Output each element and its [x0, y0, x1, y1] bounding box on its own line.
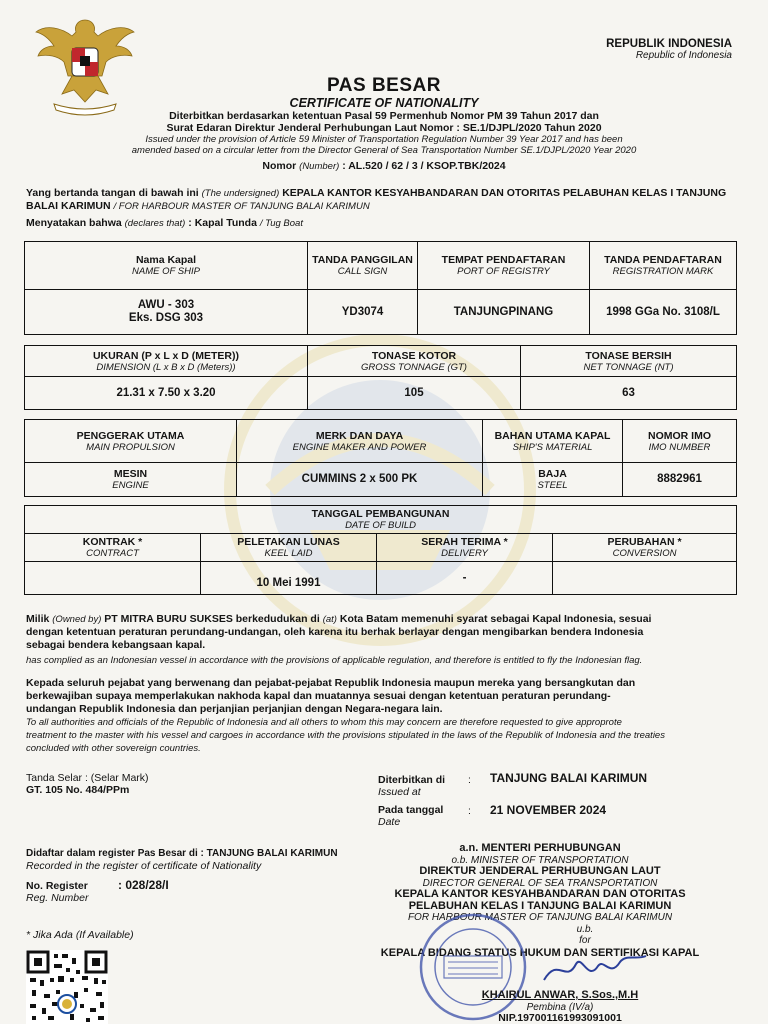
legal-basis-line1: Diterbitkan berdasarkan ketentuan Pasal 59 Permenhub Nomor PM 39 Tahun 2017 dan: [169, 110, 599, 122]
header-cell: TANDA PENDAFTARAN REGISTRATION MARK: [590, 242, 737, 290]
selar-mark-value: GT. 105 No. 484/PPm: [26, 784, 130, 796]
delivery-cell: -: [377, 562, 553, 595]
header-cell: MERK DAN DAYA ENGINE MAKER AND POWER: [237, 420, 483, 463]
gross-tonnage-cell: 105: [308, 377, 521, 410]
signatory-division: KEPALA BIDANG STATUS HUKUM DAN SERTIFIKASI KAPAL: [380, 946, 700, 959]
ship-identity-table: [24, 241, 737, 335]
ship-type: : Kapal Tunda: [188, 217, 257, 229]
net-tonnage-cell: 63: [521, 377, 737, 410]
owner-name: PT MITRA BURU SUKSES berkedudukan di: [104, 613, 320, 625]
legal-basis-en-line2: amended based on a circular letter from the Director General of Sea Transportation Number SE.1/DJPL/2020 Year 2020: [131, 145, 637, 156]
document-subtitle: CERTIFICATE OF NATIONALITY: [289, 96, 479, 110]
call-sign-cell: YD3074: [308, 290, 418, 335]
tonnage-table: [24, 345, 737, 410]
port-of-registry-cell: TANJUNGPINANG: [418, 290, 590, 335]
header-cell: TEMPAT PENDAFTARAN PORT OF REGISTRY: [418, 242, 590, 290]
imo-number-cell: 8882961: [623, 463, 737, 497]
header-cell: SERAH TERIMA * DELIVERY: [377, 534, 553, 562]
header-cell: BAHAN UTAMA KAPAL SHIP'S MATERIAL: [483, 420, 623, 463]
main-propulsion-cell: MESIN ENGINE: [25, 463, 237, 497]
country-header: [606, 38, 732, 61]
issue-date-value: 21 NOVEMBER 2024: [490, 803, 607, 817]
header-cell: PELETAKAN LUNAS KEEL LAID: [201, 534, 377, 562]
country-name: REPUBLIK INDONESIA: [606, 38, 732, 50]
qr-code-icon: [26, 950, 108, 1024]
contract-cell: [25, 562, 201, 595]
request-statement: Kepada seluruh pejabat yang berwenang dan pejabat-pejabat Republik Indonesia maupun mereka yang bersangkutan dan berkewajiban supaya memperlakukan nakhoda kapal dan muatannya sesuai dengan ketentuan peraturan perundang- undangan Republik Indonesia dan perjanjian perjanjian dengan Negara-negara lain. To all authorities and officials of the Republic of Indonesia and all others to whom this may concern are therefore requested to give approprote treatment to the master with his vessel and cargoes in accordance with the provisions stipulated in the laws of the Republik of Indonesia and the treaties concluded with other sovereign countries.: [26, 677, 665, 754]
owner-statement: Milik (Owned by) PT MITRA BURU SUKSES berkedudukan di (at) Kota Batam memenuhi syarat sebagai Kapal Indonesia, sesuai dengan ketentuan peraturan perundang-undangan, oleh karena itu berhak berlayar dengan mengibarkan bendera Indonesia sebagai bendera kebangsaan kapal. has complied as an Indonesian vessel in accordance with the provisions of applicable regulation, and therefore is entitled to fly the Indonesian flag.: [26, 613, 652, 666]
registration-mark-cell: 1998 GGa No. 3108/L: [590, 290, 737, 335]
build-date-title: TANGGAL PEMBANGUNAN DATE OF BUILD: [25, 506, 737, 534]
signature-icon: [540, 950, 650, 990]
signatory-name-block: KHAIRUL ANWAR, S.Sos.,M.H Pembina (IV/a) NIP.197001161993091001: [420, 990, 700, 1024]
ship-name-cell: AWU - 303 Eks. DSG 303: [25, 290, 308, 335]
issued-at-value: TANJUNG BALAI KARIMUN: [490, 771, 648, 785]
header-cell: PENGGERAK UTAMA MAIN PROPULSION: [25, 420, 237, 463]
signatory-nip: NIP.197001161993091001: [498, 1012, 622, 1024]
header-cell: NOMOR IMO IMO NUMBER: [623, 420, 737, 463]
propulsion-table: [24, 419, 737, 497]
legal-basis-en-line1: Issued under the provision of Article 59 Minister of Transportation Regulation Number 39 Year 2017 and has been: [145, 134, 623, 145]
document-title: PAS BESAR: [327, 75, 441, 96]
header-cell: TANDA PANGGILAN CALL SIGN: [308, 242, 418, 290]
register-number-value: : 028/28/I: [118, 878, 169, 892]
dimension-cell: 21.31 x 7.50 x 3.20: [25, 377, 308, 410]
country-name-en: Republic of Indonesia: [635, 50, 732, 61]
header-cell: UKURAN (P x L x D (METER)) DIMENSION (L x B x D (Meters)): [25, 346, 308, 377]
build-date-table: [24, 505, 737, 595]
issue-date: Pada tanggal Date: [378, 804, 444, 828]
header-cell: PERUBAHAN * CONVERSION: [553, 534, 737, 562]
title-block: [0, 76, 768, 172]
ship-material-cell: BAJA STEEL: [483, 463, 623, 497]
footnote: * Jika Ada (If Available): [26, 929, 134, 941]
document-number-value: : AL.520 / 62 / 3 / KSOP.TBK/2024: [342, 160, 506, 172]
signatory-block: a.n. MENTERI PERHUBUNGAN o.b. MINISTER OF TRANSPORTATION DIREKTUR JENDERAL PERHUBUNGAN LAUT DIRECTOR GENERAL OF SEA TRANSPORTATION KEPALA KANTOR KESYAHBANDARAN DAN OTORITAS PELABUHAN KELAS I TANJUNG BALAI KARIMUN FOR HARBOUR MASTER OF TANJUNG BALAI KARIMUN u.b. for KEPALA BIDANG STATUS HUKUM DAN SERTIFIKASI KAPAL: [360, 843, 720, 959]
keel-laid-cell: 10 Mei 1991: [201, 562, 377, 595]
undersigned-statement: Yang bertanda tangan di bawah ini (The undersigned) KEPALA KANTOR KESYAHBANDARAN DAN OTORITAS PELABUHAN KELAS I TANJUNG BALAI KARIMUN / FOR HARBOUR MASTER OF TANJUNG BALAI KARIMUN: [26, 187, 727, 212]
issuing-authority: KEPALA KANTOR KESYAHBANDARAN DAN OTORITAS PELABUHAN KELAS I TANJUNG BALAI KARIMUN: [26, 187, 727, 212]
register-location: Didaftar dalam register Pas Besar di : TANJUNG BALAI KARIMUN Recorded in the register of certificate of Nationality: [26, 848, 338, 872]
header-cell: TONASE KOTOR GROSS TONNAGE (GT): [308, 346, 521, 377]
declares-statement: Menyatakan bahwa (declares that) : Kapal Tunda / Tug Boat: [26, 217, 303, 229]
legal-basis-line2: Surat Edaran Direktur Jenderal Perhubungan Laut Nomor : SE.1/DJPL/2020 Tahun 2020: [166, 122, 602, 134]
selar-mark: Tanda Selar : (Selar Mark) GT. 105 No. 484/PPm: [26, 772, 149, 796]
document-number: Nomor (Number) : AL.520 / 62 / 3 / KSOP.TBK/2024: [262, 160, 506, 172]
header-cell: KONTRAK * CONTRACT: [25, 534, 201, 562]
conversion-cell: [553, 562, 737, 595]
header-cell: TONASE BERSIH NET TONNAGE (NT): [521, 346, 737, 377]
issued-at: Diterbitkan di Issued at: [378, 774, 446, 798]
header-cell: Nama Kapal NAME OF SHIP: [25, 242, 308, 290]
register-number: No. Register Reg. Number: [26, 880, 89, 904]
signatory-name: KHAIRUL ANWAR, S.Sos.,M.H: [481, 989, 639, 1001]
engine-cell: CUMMINS 2 x 500 PK: [237, 463, 483, 497]
